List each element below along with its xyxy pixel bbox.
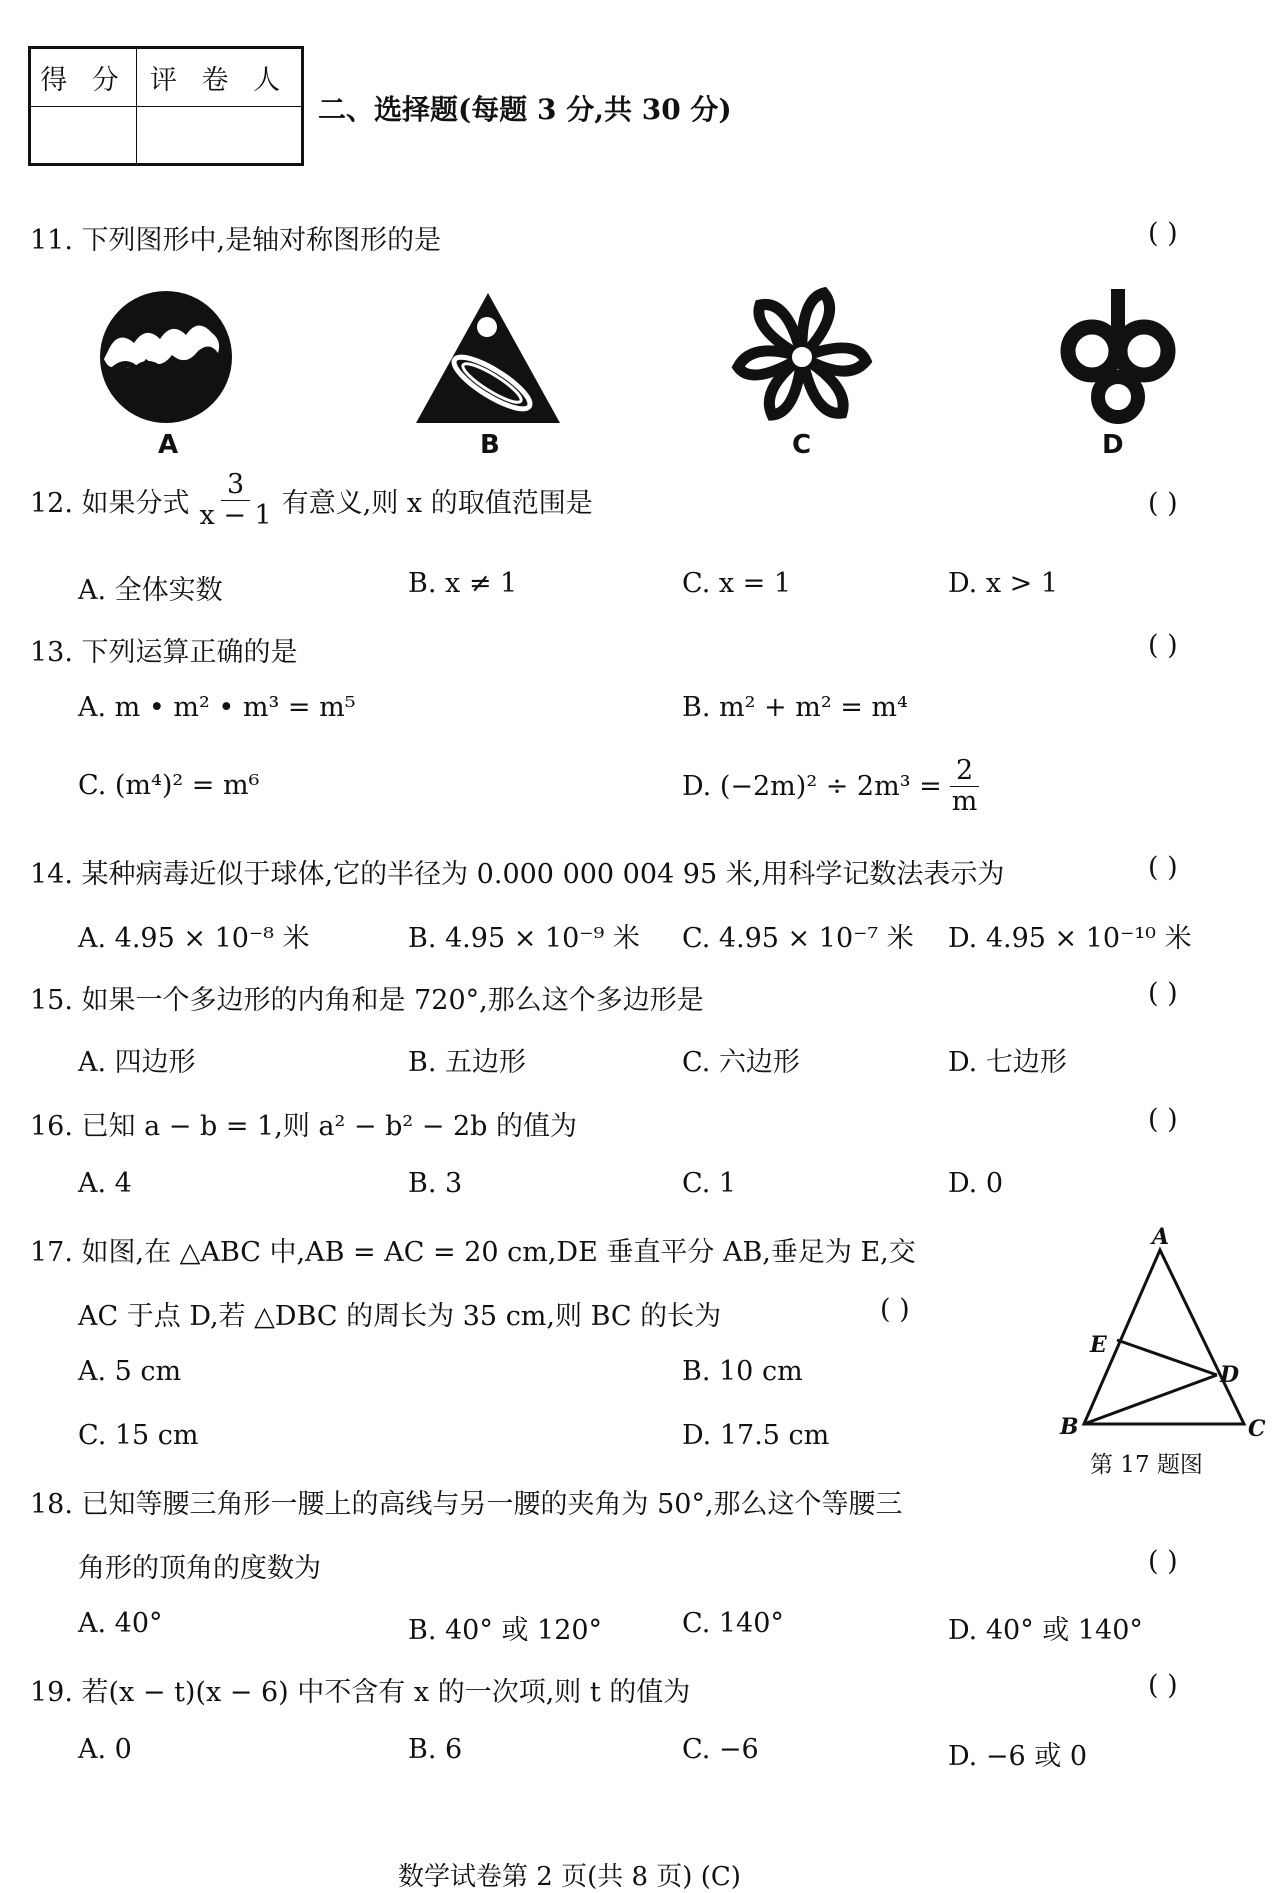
q14-stem: 14. 某种病毒近似于球体,它的半径为 0.000 000 004 95 米,用科学记数法表示为 [30,859,1005,890]
q16-option-d[interactable]: D. 0 [948,1168,1004,1199]
q11-stem: 11. 下列图形中,是轴对称图形的是 [30,225,442,256]
point-b-label: B [1060,1414,1079,1440]
q18-option-a[interactable]: A. 40° [78,1608,163,1639]
q12-stem-pre: 12. 如果分式 [30,488,190,519]
figure-d-label: D [1102,430,1124,460]
q17-figure-caption: 第 17 题图 [1090,1452,1203,1478]
figure-c-label: C [792,430,812,460]
page-footer: 数学试卷第 2 页(共 8 页) (C) [398,1862,741,1892]
q15-option-a[interactable]: A. 四边形 [78,1047,196,1078]
q15-answer-paren[interactable]: ( ) [1148,978,1178,1009]
q18-answer-paren[interactable]: ( ) [1148,1546,1178,1577]
figure-b-label: B [480,430,500,460]
q13-option-a[interactable]: A. m • m² • m³ = m⁵ [78,692,356,723]
figure-a-wave-circle-icon [100,291,232,423]
q16-option-a[interactable]: A. 4 [78,1168,132,1199]
q12-stem-post: 有意义,则 x 的取值范围是 [281,488,593,519]
q12-option-b[interactable]: B. x ≠ 1 [408,568,518,599]
q17-figure [1050,1222,1280,1442]
q17-stem-line1: 17. 如图,在 △ABC 中,AB = AC = 20 cm,DE 垂直平分 AB,垂足为 E,交 [30,1237,916,1268]
q17-stem-line2: AC 于点 D,若 △DBC 的周长为 35 cm,则 BC 的长为 [78,1301,722,1332]
q19-option-d[interactable]: D. −6 或 0 [948,1741,1087,1772]
q17-answer-paren[interactable]: ( ) [880,1294,910,1325]
q15-option-b[interactable]: B. 五边形 [408,1047,527,1078]
q12-option-d[interactable]: D. x > 1 [948,568,1059,599]
q13-option-d[interactable] [682,756,987,817]
q17-option-d[interactable]: D. 17.5 cm [682,1420,830,1451]
q17-option-a[interactable]: A. 5 cm [78,1356,182,1387]
q16-option-c[interactable]: C. 1 [682,1168,737,1199]
q16-option-b[interactable]: B. 3 [408,1168,463,1199]
q13-option-c[interactable]: C. (m⁴)² = m⁶ [78,770,260,801]
figure-d-rings-icon [1068,289,1168,417]
figure-c-flower-icon [738,293,866,415]
score-label: 得 分 [31,49,137,107]
point-c-label: C [1248,1416,1266,1442]
q12-frac-den: x − 1 [199,500,272,531]
q18-option-b[interactable]: B. 40° 或 120° [408,1615,603,1646]
q12-option-a[interactable]: A. 全体实数 [78,575,223,606]
q19-option-b[interactable]: B. 6 [408,1734,463,1765]
q15-option-d[interactable]: D. 七边形 [948,1047,1067,1078]
q15-option-c[interactable]: C. 六边形 [682,1047,800,1078]
section-title: 二、选择题(每题 3 分,共 30 分) [318,93,732,126]
q13-stem: 13. 下列运算正确的是 [30,637,298,668]
score-cell[interactable] [31,107,137,163]
q18-stem-line2: 角形的顶角的度数为 [78,1553,321,1584]
q11-figures [90,285,1220,435]
q14-option-b[interactable]: B. 4.95 × 10⁻⁹ 米 [408,923,640,954]
q16-answer-paren[interactable]: ( ) [1148,1104,1178,1135]
score-box [28,46,304,166]
q19-option-c[interactable]: C. −6 [682,1734,759,1765]
q13-d-frac-den: m [951,786,978,817]
q16-stem: 16. 已知 a − b = 1,则 a² − b² − 2b 的值为 [30,1111,578,1142]
q12-fraction [194,470,278,531]
q12-option-c[interactable]: C. x = 1 [682,568,792,599]
q17-option-b[interactable]: B. 10 cm [682,1356,803,1387]
q18-option-c[interactable]: C. 140° [682,1608,784,1639]
q13-d-frac-num: 2 [950,756,979,787]
q13-answer-paren[interactable]: ( ) [1148,630,1178,661]
point-d-label: D [1220,1362,1240,1388]
grader-label: 评 卷 人 [137,49,301,107]
q12-frac-num: 3 [221,470,250,501]
q12-answer-paren[interactable]: ( ) [1148,488,1178,519]
q12-stem [30,470,593,531]
point-e-label: E [1090,1332,1107,1358]
q14-answer-paren[interactable]: ( ) [1148,852,1178,883]
grader-cell[interactable] [137,107,301,163]
q15-stem: 15. 如果一个多边形的内角和是 720°,那么这个多边形是 [30,985,704,1016]
q17-option-c[interactable]: C. 15 cm [78,1420,199,1451]
figure-b-triangle-icon [416,293,560,423]
q11-answer-paren[interactable]: ( ) [1148,218,1178,249]
q14-option-a[interactable]: A. 4.95 × 10⁻⁸ 米 [78,923,310,954]
q14-option-c[interactable]: C. 4.95 × 10⁻⁷ 米 [682,923,914,954]
q14-option-d[interactable]: D. 4.95 × 10⁻¹⁰ 米 [948,923,1192,954]
q13-option-d-fraction [946,756,984,817]
q18-option-d[interactable]: D. 40° 或 140° [948,1615,1143,1646]
q18-stem-line1: 18. 已知等腰三角形一腰上的高线与另一腰的夹角为 50°,那么这个等腰三 [30,1489,903,1520]
q19-answer-paren[interactable]: ( ) [1148,1670,1178,1701]
q19-option-a[interactable]: A. 0 [78,1734,132,1765]
q13-option-b[interactable]: B. m² + m² = m⁴ [682,692,908,723]
q13-option-d-pre: D. (−2m)² ÷ 2m³ = [682,771,942,802]
q19-stem: 19. 若(x − t)(x − 6) 中不含有 x 的一次项,则 t 的值为 [30,1677,691,1708]
figure-a-label: A [158,430,179,460]
point-a-label: A [1152,1224,1170,1250]
